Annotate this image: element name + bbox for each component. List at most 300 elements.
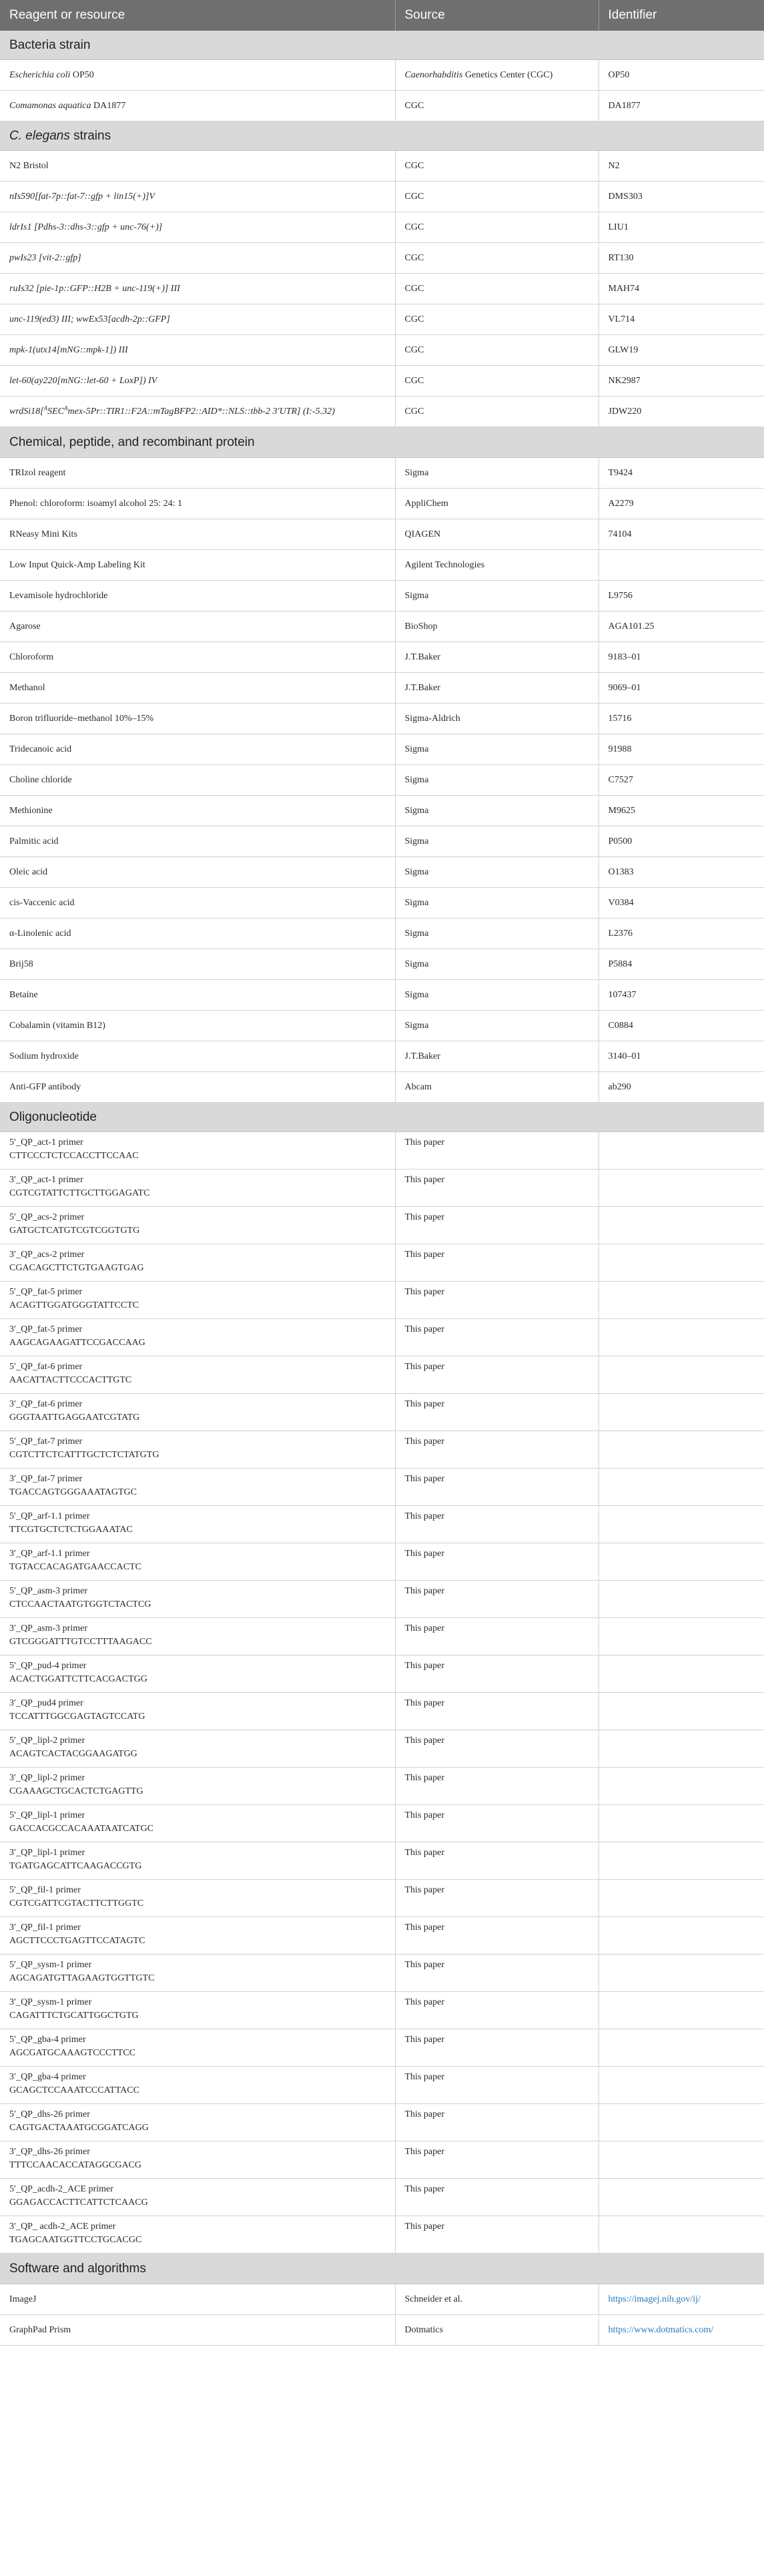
source-cell: This paper	[395, 1394, 599, 1431]
section-row-elegans	[0, 121, 764, 151]
identifier-cell	[599, 1469, 764, 1506]
table-row	[0, 765, 764, 796]
identifier-cell: RT130	[599, 243, 764, 274]
identifier-cell	[599, 1880, 764, 1917]
table-row	[0, 1917, 764, 1955]
table-row	[0, 1011, 764, 1041]
table-row	[0, 581, 764, 611]
primer-sequence: TTTCCAACACCATAGGCGACG	[9, 2160, 142, 2170]
identifier-cell: 9183–01	[599, 642, 764, 673]
identifier-cell	[599, 1618, 764, 1655]
primer-cell	[0, 1207, 395, 1244]
primer-sequence: TTCGTGCTCTCTGGAAATAC	[9, 1525, 133, 1535]
table-row	[0, 366, 764, 397]
source-cell: J.T.Baker	[395, 1041, 599, 1072]
identifier-cell	[599, 1244, 764, 1282]
table-row	[0, 1431, 764, 1469]
table-row	[0, 2104, 764, 2141]
identifier-cell	[599, 2141, 764, 2179]
identifier-cell: LIU1	[599, 212, 764, 243]
source-cell: This paper	[395, 1132, 599, 1170]
table-row	[0, 1618, 764, 1655]
identifier-cell: 9069–01	[599, 673, 764, 704]
primer-cell	[0, 2216, 395, 2254]
source-cell: J.T.Baker	[395, 673, 599, 704]
source-cell: This paper	[395, 1319, 599, 1356]
section-row-software	[0, 2254, 764, 2284]
table-row	[0, 1955, 764, 1992]
identifier-cell: V0384	[599, 888, 764, 919]
source-cell: This paper	[395, 2216, 599, 2254]
table-row	[0, 734, 764, 765]
primer-name: 5′_QP_fat-7 primer	[9, 1437, 83, 1447]
primer-name: 5′_QP_fat-5 primer	[9, 1287, 83, 1297]
table-row	[0, 182, 764, 212]
primer-sequence: CTTCCCTCTCCACCTTCCAAC	[9, 1151, 139, 1161]
reagent-cell: Boron trifluoride–methanol 10%–15%	[0, 704, 395, 734]
primer-sequence: AGCAGATGTTAGAAGTGGTTGTC	[9, 1973, 155, 1983]
table-row	[0, 949, 764, 980]
source-cell: Sigma	[395, 949, 599, 980]
primer-sequence: AACATTACTTCCCACTTGTC	[9, 1375, 132, 1385]
reagent-cell: Sodium hydroxide	[0, 1041, 395, 1072]
primer-sequence: CAGTGACTAAATGCGGATCAGG	[9, 2123, 149, 2133]
source-text: CGC	[404, 100, 424, 111]
identifier-cell: DMS303	[599, 182, 764, 212]
primer-name: 5′_QP_fat-6 primer	[9, 1362, 83, 1372]
primer-sequence: GATGCTCATGTCGTCGGTGTG	[9, 1226, 140, 1236]
identifier-cell	[599, 2315, 764, 2346]
identifier-cell	[599, 1506, 764, 1543]
source-cell	[395, 60, 599, 91]
identifier-link[interactable]: https://imagej.nih.gov/ij/	[608, 2294, 701, 2304]
identifier-cell: L9756	[599, 581, 764, 611]
reagent-cell	[0, 60, 395, 91]
identifier-cell: N2	[599, 151, 764, 182]
source-cell: Sigma	[395, 581, 599, 611]
primer-sequence: CGTCGATTCGTACTTCTTGGTC	[9, 1898, 144, 1908]
primer-sequence: CAGATTTCTGCATTGGCTGTG	[9, 2011, 139, 2021]
identifier-cell: P0500	[599, 826, 764, 857]
primer-sequence: ACAGTTGGATGGGTATTCCTC	[9, 1300, 139, 1310]
identifier-cell: OP50	[599, 60, 764, 91]
source-cell: This paper	[395, 2029, 599, 2067]
primer-sequence: GACCACGCCACAAATAATCATGC	[9, 1824, 153, 1834]
genotype-part: mex-5Pr::TIR1::F2A::mTagBFP2::AID*::NLS::tbb-2 3′UTR] (I:-5.32)	[67, 406, 335, 417]
table-row	[0, 489, 764, 519]
primer-sequence: GTCGGGATTTGTCCTTTAAGACC	[9, 1637, 152, 1647]
source-cell: CGC	[395, 366, 599, 397]
identifier-cell	[599, 1394, 764, 1431]
table-row	[0, 826, 764, 857]
identifier-cell: 107437	[599, 980, 764, 1011]
primer-cell	[0, 1842, 395, 1880]
section-row-bacteria	[0, 31, 764, 60]
reagent-cell: TRIzol reagent	[0, 458, 395, 489]
identifier-cell	[599, 1992, 764, 2029]
source-cell: CGC	[395, 151, 599, 182]
reagent-cell: Brij58	[0, 949, 395, 980]
primer-cell	[0, 1319, 395, 1356]
identifier-cell	[599, 1356, 764, 1394]
source-cell: Sigma	[395, 796, 599, 826]
primer-name: 5′_QP_acdh-2_ACE primer	[9, 2184, 113, 2194]
superscript: A	[43, 404, 48, 411]
primer-name: 5′_QP_lipl-1 primer	[9, 1810, 85, 1820]
section-title: Oligonucleotide	[0, 1103, 764, 1132]
section-title: Bacteria strain	[0, 31, 764, 60]
table-row	[0, 2315, 764, 2346]
table-row	[0, 1880, 764, 1917]
source-cell: This paper	[395, 2179, 599, 2216]
primer-cell	[0, 2104, 395, 2141]
primer-sequence: GGAGACCACTTCATTCTCAACG	[9, 2198, 148, 2208]
source-cell: Sigma-Aldrich	[395, 704, 599, 734]
identifier-cell	[599, 1917, 764, 1955]
primer-name: 3′_QP_ acdh-2_ACE primer	[9, 2222, 116, 2232]
source-cell: This paper	[395, 1917, 599, 1955]
identifier-cell: VL714	[599, 304, 764, 335]
identifier-cell: M9625	[599, 796, 764, 826]
source-cell: CGC	[395, 304, 599, 335]
table-row	[0, 1244, 764, 1282]
genotype-part: SEC	[47, 406, 64, 417]
source-cell: Sigma	[395, 734, 599, 765]
primer-sequence: TCCATTTGGCGAGTAGTCCATG	[9, 1712, 145, 1722]
header-identifier: Identifier	[599, 0, 764, 31]
primer-sequence: ACACTGGATTCTTCACGACTGG	[9, 1674, 147, 1684]
strain-genotype-cell	[0, 397, 395, 427]
source-cell: Sigma	[395, 857, 599, 888]
reagent-cell: α-Linolenic acid	[0, 919, 395, 949]
table-row	[0, 335, 764, 366]
primer-name: 5′_QP_sysm-1 primer	[9, 1960, 92, 1970]
table-row	[0, 1842, 764, 1880]
reagent-cell: Levamisole hydrochloride	[0, 581, 395, 611]
primer-cell	[0, 1992, 395, 2029]
table-row	[0, 397, 764, 427]
table-row	[0, 212, 764, 243]
source-cell: This paper	[395, 1730, 599, 1768]
primer-cell	[0, 1244, 395, 1282]
source-cell: This paper	[395, 1842, 599, 1880]
primer-name: 5′_QP_act-1 primer	[9, 1137, 83, 1147]
source-cell: This paper	[395, 1431, 599, 1469]
reagent-cell: RNeasy Mini Kits	[0, 519, 395, 550]
source-cell: This paper	[395, 1469, 599, 1506]
table-row	[0, 1693, 764, 1730]
identifier-cell	[599, 1170, 764, 1207]
primer-cell	[0, 2029, 395, 2067]
primer-cell	[0, 1917, 395, 1955]
source-cell: Abcam	[395, 1072, 599, 1103]
source-cell: This paper	[395, 1768, 599, 1805]
primer-cell	[0, 1805, 395, 1842]
source-cell: CGC	[395, 182, 599, 212]
table-row	[0, 1041, 764, 1072]
table-row	[0, 1356, 764, 1394]
source-cell: CGC	[395, 274, 599, 304]
reagent-cell: Palmitic acid	[0, 826, 395, 857]
reagent-cell: Tridecanoic acid	[0, 734, 395, 765]
table-row	[0, 1805, 764, 1842]
primer-name: 5′_QP_asm-3 primer	[9, 1586, 87, 1596]
primer-sequence: ACAGTCACTACGGAAGATGG	[9, 1749, 137, 1759]
strain-genotype-cell: let-60(ay220[mNG::let-60 + LoxP]) IV	[0, 366, 395, 397]
strain-genotype-cell: N2 Bristol	[0, 151, 395, 182]
primer-name: 3′_QP_acs-2 primer	[9, 1250, 85, 1260]
source-cell: This paper	[395, 2067, 599, 2104]
primer-name: 5′_QP_acs-2 primer	[9, 1212, 85, 1222]
primer-name: 3′_QP_lipl-2 primer	[9, 1773, 85, 1783]
primer-cell	[0, 1132, 395, 1170]
primer-name: 3′_QP_act-1 primer	[9, 1175, 83, 1185]
species-abbrev: C. elegans	[9, 128, 70, 143]
species-name: Comamonas aquatica	[9, 100, 91, 111]
table-row	[0, 91, 764, 121]
identifier-cell	[599, 1655, 764, 1693]
primer-name: 3′_QP_fat-7 primer	[9, 1474, 83, 1484]
identifier-cell	[599, 1730, 764, 1768]
identifier-cell	[599, 1132, 764, 1170]
reagent-cell: Chloroform	[0, 642, 395, 673]
identifier-cell: 74104	[599, 519, 764, 550]
primer-name: 3′_QP_sysm-1 primer	[9, 1997, 92, 2007]
table-row	[0, 919, 764, 949]
table-row	[0, 1072, 764, 1103]
primer-sequence: TGTACCACAGATGAACCACTC	[9, 1562, 142, 1572]
section-title	[0, 121, 764, 151]
reagent-cell: cis-Vaccenic acid	[0, 888, 395, 919]
identifier-cell: C7527	[599, 765, 764, 796]
identifier-cell: MAH74	[599, 274, 764, 304]
identifier-cell: P5884	[599, 949, 764, 980]
primer-name: 5′_QP_pud-4 primer	[9, 1661, 87, 1671]
strain-name: DA1877	[91, 100, 126, 111]
source-cell: CGC	[395, 243, 599, 274]
strain-genotype-cell: pwIs23 [vit-2::gfp]	[0, 243, 395, 274]
identifier-cell: C0884	[599, 1011, 764, 1041]
species-name: Escherichia coli	[9, 69, 71, 80]
identifier-cell: JDW220	[599, 397, 764, 427]
source-cell: CGC	[395, 397, 599, 427]
primer-name: 3′_QP_fat-6 primer	[9, 1399, 83, 1409]
table-row	[0, 1655, 764, 1693]
table-row	[0, 888, 764, 919]
identifier-cell	[599, 1431, 764, 1469]
header-reagent: Reagent or resource	[0, 0, 395, 31]
primer-cell	[0, 1880, 395, 1917]
table-row	[0, 550, 764, 581]
primer-name: 3′_QP_fat-5 primer	[9, 1324, 83, 1334]
identifier-cell: O1383	[599, 857, 764, 888]
primer-cell	[0, 1543, 395, 1581]
source-cell: This paper	[395, 1880, 599, 1917]
source-cell: This paper	[395, 1543, 599, 1581]
identifier-cell: 15716	[599, 704, 764, 734]
reagent-cell: Methionine	[0, 796, 395, 826]
source-text: Genetics Center (CGC)	[462, 69, 553, 80]
source-cell: CGC	[395, 335, 599, 366]
reagent-cell: Methanol	[0, 673, 395, 704]
table-row	[0, 1394, 764, 1431]
table-row	[0, 2067, 764, 2104]
table-row	[0, 458, 764, 489]
table-row	[0, 1730, 764, 1768]
source-cell: This paper	[395, 1356, 599, 1394]
primer-name: 3′_QP_lipl-1 primer	[9, 1848, 85, 1858]
identifier-cell	[599, 2104, 764, 2141]
table-row	[0, 1207, 764, 1244]
primer-name: 5′_QP_gba-4 primer	[9, 2035, 86, 2045]
table-row	[0, 1992, 764, 2029]
primer-cell	[0, 1730, 395, 1768]
reagent-cell: Choline chloride	[0, 765, 395, 796]
table-row	[0, 980, 764, 1011]
source-cell: Agilent Technologies	[395, 550, 599, 581]
source-cell: This paper	[395, 1244, 599, 1282]
source-cell: This paper	[395, 1955, 599, 1992]
identifier-cell: ab290	[599, 1072, 764, 1103]
genotype-part: wrdSi18[	[9, 406, 44, 417]
table-row	[0, 673, 764, 704]
source-cell: Sigma	[395, 765, 599, 796]
table-row	[0, 704, 764, 734]
software-cell: ImageJ	[0, 2284, 395, 2315]
identifier-cell: GLW19	[599, 335, 764, 366]
superscript: A	[64, 404, 68, 411]
source-cell: Sigma	[395, 1011, 599, 1041]
primer-cell	[0, 1170, 395, 1207]
source-cell: Sigma	[395, 826, 599, 857]
identifier-cell	[599, 1693, 764, 1730]
source-cell: This paper	[395, 1992, 599, 2029]
primer-name: 3′_QP_asm-3 primer	[9, 1623, 87, 1633]
identifier-cell	[599, 2179, 764, 2216]
reagent-cell: Phenol: chloroform: isoamyl alcohol 25: 24: 1	[0, 489, 395, 519]
reagent-cell: Low Input Quick-Amp Labeling Kit	[0, 550, 395, 581]
source-cell: This paper	[395, 1207, 599, 1244]
primer-sequence: TGAGCAATGGTTCCTGCACGC	[9, 2235, 142, 2245]
section-suffix: strains	[69, 128, 111, 143]
identifier-cell	[599, 550, 764, 581]
reagent-cell: Cobalamin (vitamin B12)	[0, 1011, 395, 1041]
identifier-cell	[599, 2216, 764, 2254]
identifier-cell: T9424	[599, 458, 764, 489]
table-row	[0, 151, 764, 182]
identifier-cell: 91988	[599, 734, 764, 765]
primer-cell	[0, 1955, 395, 1992]
primer-sequence: GCAGCTCCAAATCCCATTACC	[9, 2085, 139, 2095]
table-row	[0, 642, 764, 673]
identifier-cell	[599, 1543, 764, 1581]
identifier-cell	[599, 2029, 764, 2067]
primer-name: 3′_QP_arf-1.1 primer	[9, 1549, 90, 1559]
table-row	[0, 2284, 764, 2315]
primer-cell	[0, 1356, 395, 1394]
table-row	[0, 304, 764, 335]
primer-cell	[0, 2179, 395, 2216]
table-row	[0, 857, 764, 888]
source-cell: This paper	[395, 1581, 599, 1618]
source-cell: This paper	[395, 1805, 599, 1842]
table-row	[0, 2216, 764, 2254]
source-cell: AppliChem	[395, 489, 599, 519]
source-cell: Schneider et al.	[395, 2284, 599, 2315]
source-italic: Caenorhabditis	[404, 69, 463, 80]
primer-name: 5′_QP_lipl-2 primer	[9, 1736, 85, 1746]
primer-name: 3′_QP_dhs-26 primer	[9, 2147, 90, 2157]
source-cell: This paper	[395, 1693, 599, 1730]
table-row	[0, 796, 764, 826]
identifier-cell	[599, 1207, 764, 1244]
table-row	[0, 1581, 764, 1618]
software-cell: GraphPad Prism	[0, 2315, 395, 2346]
table-row	[0, 1506, 764, 1543]
identifier-cell	[599, 2067, 764, 2104]
strain-genotype-cell: unc-119(ed3) III; wwEx53[acdh-2p::GFP]	[0, 304, 395, 335]
source-cell: Sigma	[395, 980, 599, 1011]
table-row	[0, 2179, 764, 2216]
primer-name: 5′_QP_arf-1.1 primer	[9, 1511, 90, 1521]
source-cell: BioShop	[395, 611, 599, 642]
primer-name: 5′_QP_fil-1 primer	[9, 1885, 81, 1895]
source-cell: This paper	[395, 2104, 599, 2141]
source-cell: CGC	[395, 212, 599, 243]
identifier-cell: DA1877	[599, 91, 764, 121]
primer-cell	[0, 1506, 395, 1543]
table-body	[0, 31, 764, 2346]
identifier-link[interactable]: https://www.dotmatics.com/	[608, 2324, 714, 2335]
primer-cell	[0, 1431, 395, 1469]
identifier-cell: A2279	[599, 489, 764, 519]
table-row	[0, 243, 764, 274]
identifier-cell: AGA101.25	[599, 611, 764, 642]
primer-cell	[0, 1618, 395, 1655]
strain-genotype-cell: ldrIs1 [Pdhs-3::dhs-3::gfp + unc-76(+)]	[0, 212, 395, 243]
strain-genotype-cell: nIs590[fat-7p::fat-7::gfp + lin15(+)]V	[0, 182, 395, 212]
strain-name: OP50	[70, 69, 94, 80]
primer-name: 5′_QP_dhs-26 primer	[9, 2109, 90, 2119]
primer-sequence: CGACAGCTTCTGTGAAGTGAG	[9, 1263, 144, 1273]
table-row	[0, 1768, 764, 1805]
source-cell: Sigma	[395, 919, 599, 949]
primer-cell	[0, 1581, 395, 1618]
table-row	[0, 1170, 764, 1207]
identifier-cell: NK2987	[599, 366, 764, 397]
strain-genotype-cell: mpk-1(utx14[mNG::mpk-1]) III	[0, 335, 395, 366]
identifier-cell: L2376	[599, 919, 764, 949]
table-row	[0, 1543, 764, 1581]
identifier-cell	[599, 1768, 764, 1805]
source-cell: Sigma	[395, 458, 599, 489]
section-title: Chemical, peptide, and recombinant protein	[0, 427, 764, 458]
table-row	[0, 611, 764, 642]
strain-genotype-cell: ruIs32 [pie-1p::GFP::H2B + unc-119(+)] III	[0, 274, 395, 304]
primer-sequence: AGCTTCCCTGAGTTCCATAGTC	[9, 1936, 145, 1946]
identifier-cell	[599, 1282, 764, 1319]
identifier-cell	[599, 1581, 764, 1618]
primer-sequence: GGGTAATTGAGGAATCGTATG	[9, 1412, 140, 1423]
primer-sequence: CGTCGTATTCTTGCTTGGAGATC	[9, 1188, 150, 1198]
table-row	[0, 1132, 764, 1170]
identifier-cell	[599, 1805, 764, 1842]
source-cell: Sigma	[395, 888, 599, 919]
table-row	[0, 60, 764, 91]
identifier-cell	[599, 1842, 764, 1880]
primer-cell	[0, 1693, 395, 1730]
primer-sequence: AGCGATGCAAAGTCCCTTCC	[9, 2048, 136, 2058]
